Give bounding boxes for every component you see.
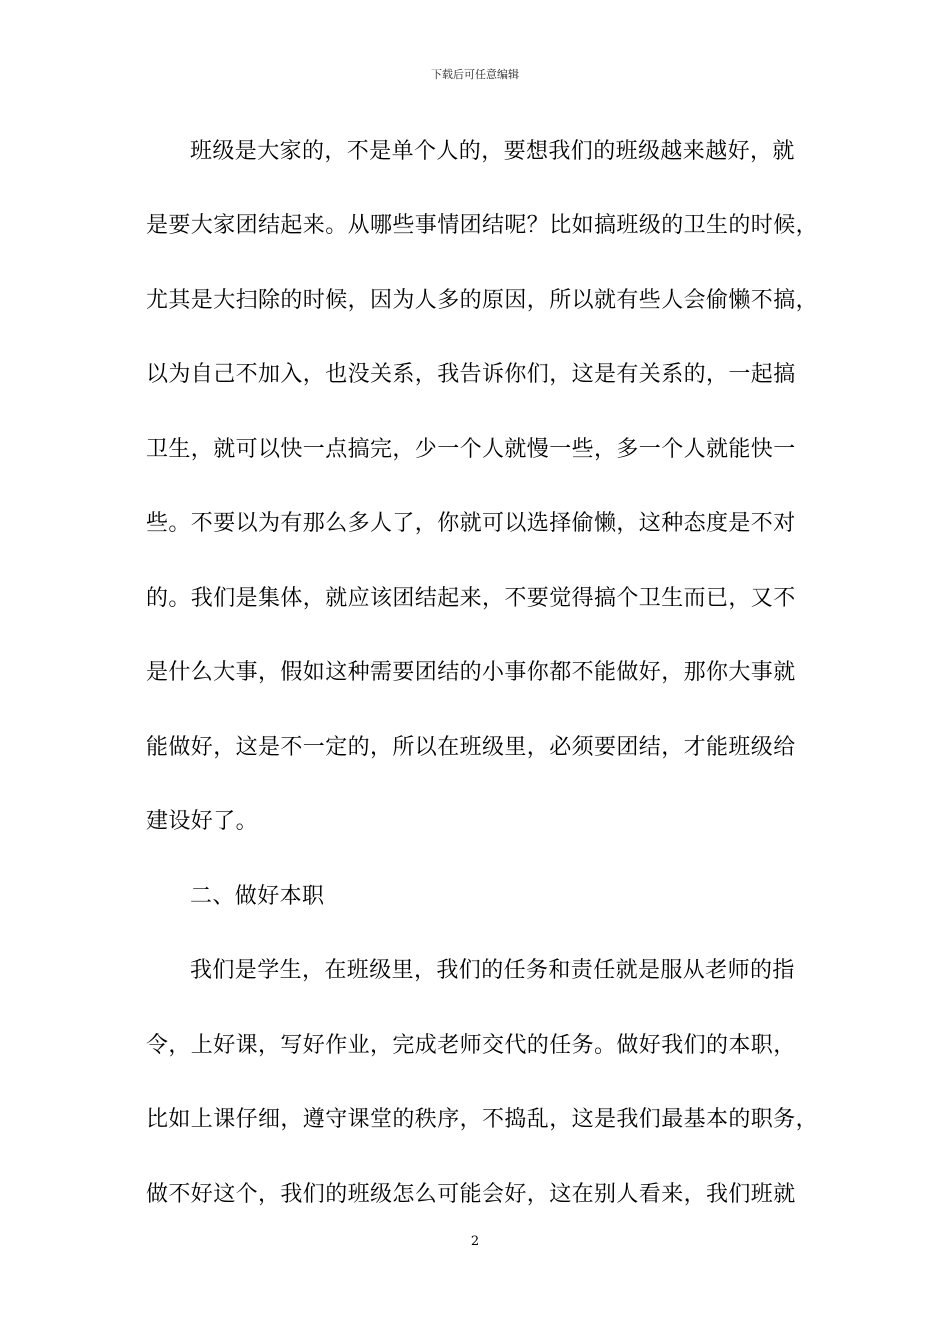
text-line: 我们是学生，在班级里，我们的任务和责任就是服从老师的指	[190, 958, 795, 983]
text-line: 做不好这个，我们的班级怎么可能会好，这在别人看来，我们班就	[146, 1182, 796, 1207]
text-line: 建设好了。	[146, 809, 259, 834]
text-line: 些。不要以为有那么多人了，你就可以选择偷懒，这种态度是不对	[146, 511, 796, 536]
text-line: 班级是大家的，不是单个人的，要想我们的班级越来越好，就	[190, 139, 795, 164]
page-number: 2	[470, 1234, 480, 1249]
text-line: 的。我们是集体，就应该团结起来，不要觉得搞个卫生而已，又不	[146, 586, 796, 611]
text-line: 是要大家团结起来。从哪些事情团结呢？比如搞班级的卫生的时候，	[146, 213, 819, 238]
text-line: 是什么大事，假如这种需要团结的小事你都不能做好，那你大事就	[146, 660, 796, 685]
text-line: 卫生，就可以快一点搞完，少一个人就慢一些，多一个人就能快一	[146, 437, 796, 462]
section-heading: 二、做好本职	[190, 884, 325, 909]
page-header: 下载后可任意编辑	[431, 68, 519, 81]
text-line: 比如上课仔细，遵守课堂的秩序，不捣乱，这是我们最基本的职务，	[146, 1107, 819, 1132]
text-line: 尤其是大扫除的时候，因为人多的原因，所以就有些人会偷懒不搞，	[146, 288, 819, 313]
text-line: 能做好，这是不一定的，所以在班级里，必须要团结，才能班级给	[146, 735, 796, 760]
text-line: 令，上好课，写好作业，完成老师交代的任务。做好我们的本职，	[146, 1033, 796, 1058]
text-line: 以为自己不加入，也没关系，我告诉你们，这是有关系的，一起搞	[146, 362, 796, 387]
